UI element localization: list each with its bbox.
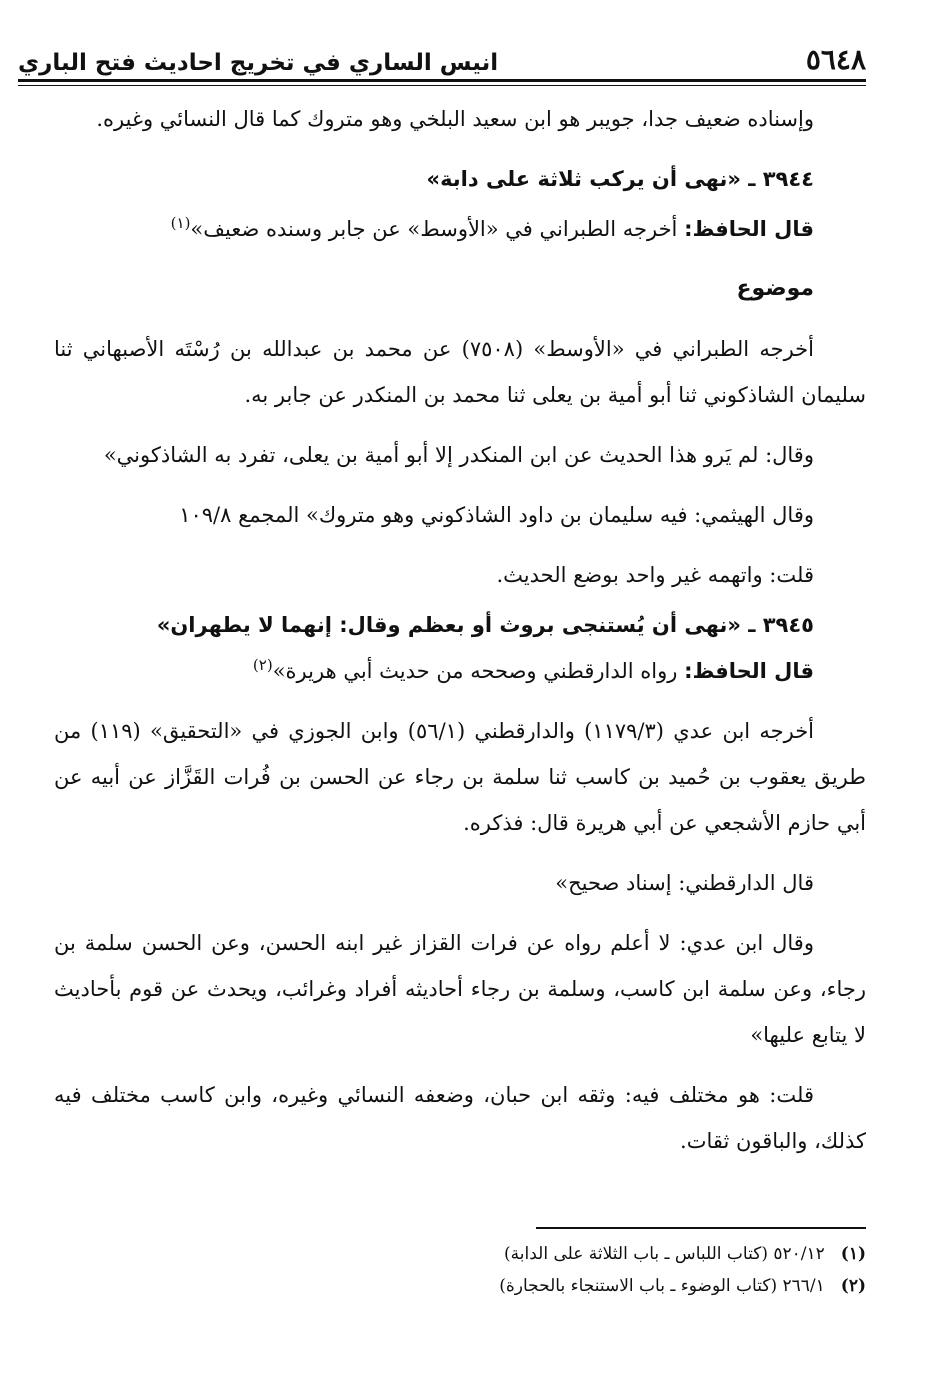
footnote-ref-2[interactable]: (٢) <box>252 656 273 674</box>
paragraph-1: وإسناده ضعيف جدا، جويبر هو ابن سعيد البلخي وهو متروك كما قال النسائي وغيره. <box>96 107 814 131</box>
paragraph-6: أخرجه ابن عدي (١١٧٩/٣) والدارقطني (٥٦/١) وابن الجوزي في «التحقيق» (١١٩) من طريق يعقوب بن حُميد بن كاسب ثنا سلمة بن رجاء عن الحسن بن فُرات القَزَّاز عن أبيه عن أبي حازم الأشجعي عن أبي هريرة قال: فذكره. <box>54 719 866 835</box>
header-rule <box>18 79 866 82</box>
footnote-2 <box>54 1270 866 1302</box>
footnote-number: (٢) <box>840 1276 866 1296</box>
footnote-separator <box>536 1227 866 1229</box>
page-header <box>18 36 866 76</box>
paragraph-8: وقال ابن عدي: لا أعلم رواه عن فرات القزاز غير ابنه الحسن، وعن الحسن سلمة بن رجاء، وعن سلمة ابن كاسب، وسلمة بن رجاء أحاديثه أفراد وغرائب، ويحدث عن قوم بأحاديث لا يتابع عليها» <box>54 931 866 1047</box>
footnote-number: (١) <box>840 1244 866 1264</box>
footnote-text: ٢٦٦/١ (كتاب الوضوء ـ باب الاستنجاء بالحجارة) <box>499 1276 825 1296</box>
footnote-text: ٥٢٠/١٢ (كتاب اللباس ـ باب الثلاثة على الدابة) <box>504 1244 825 1264</box>
footnote-1 <box>54 1238 866 1270</box>
hafiz-note-2 <box>54 648 866 694</box>
hadith-3944-heading: ٣٩٤٤ ـ «نهى أن يركب ثلاثة على دابة» <box>426 167 814 191</box>
paragraph-5: قلت: واتهمه غير واحد بوضع الحديث. <box>496 563 814 587</box>
hafiz-note-1 <box>54 206 866 252</box>
header-rule-thin <box>18 85 866 86</box>
hadith-3945-heading: ٣٩٤٥ ـ «نهى أن يُستنجى بروث أو بعظم وقال: إنهما لا يطهران» <box>156 613 814 637</box>
paragraph-4: وقال الهيثمي: فيه سليمان بن داود الشاذكوني وهو متروك» المجمع ١٠٩/٨ <box>179 503 814 527</box>
ruling-mawdu: موضوع <box>736 276 814 301</box>
hafiz-label: قال الحافظ: <box>684 659 814 683</box>
page-body <box>54 96 866 1164</box>
footnotes <box>54 1238 866 1302</box>
paragraph-9: قلت: هو مختلف فيه: وثقه ابن حبان، وضعفه النسائي وغيره، وابن كاسب مختلف فيه كذلك، والباقون ثقات. <box>54 1083 866 1153</box>
paragraph-7: قال الدارقطني: إسناد صحيح» <box>555 871 814 895</box>
hafiz-label: قال الحافظ: <box>684 217 814 241</box>
running-title: انيس الساري في تخريج احاديث فتح الباري <box>18 50 499 76</box>
footnote-ref-1[interactable]: (١) <box>170 214 191 232</box>
hafiz-text: أخرجه الطبراني في «الأوسط» عن جابر وسنده ضعيف» <box>190 217 678 241</box>
paragraph-3: وقال: لم يَرو هذا الحديث عن ابن المنكدر إلا أبو أمية بن يعلى، تفرد به الشاذكوني» <box>103 443 814 467</box>
hafiz-text: رواه الدارقطني وصححه من حديث أبي هريرة» <box>272 659 678 683</box>
paragraph-2: أخرجه الطبراني في «الأوسط» (٧٥٠٨) عن محمد بن عبدالله بن رُسْتَه الأصبهاني ثنا سليمان الشاذكوني ثنا أبو أمية بن يعلى ثنا محمد بن المنكدر عن جابر به. <box>54 337 866 407</box>
page-number: ٥٦٤٨ <box>805 43 866 76</box>
